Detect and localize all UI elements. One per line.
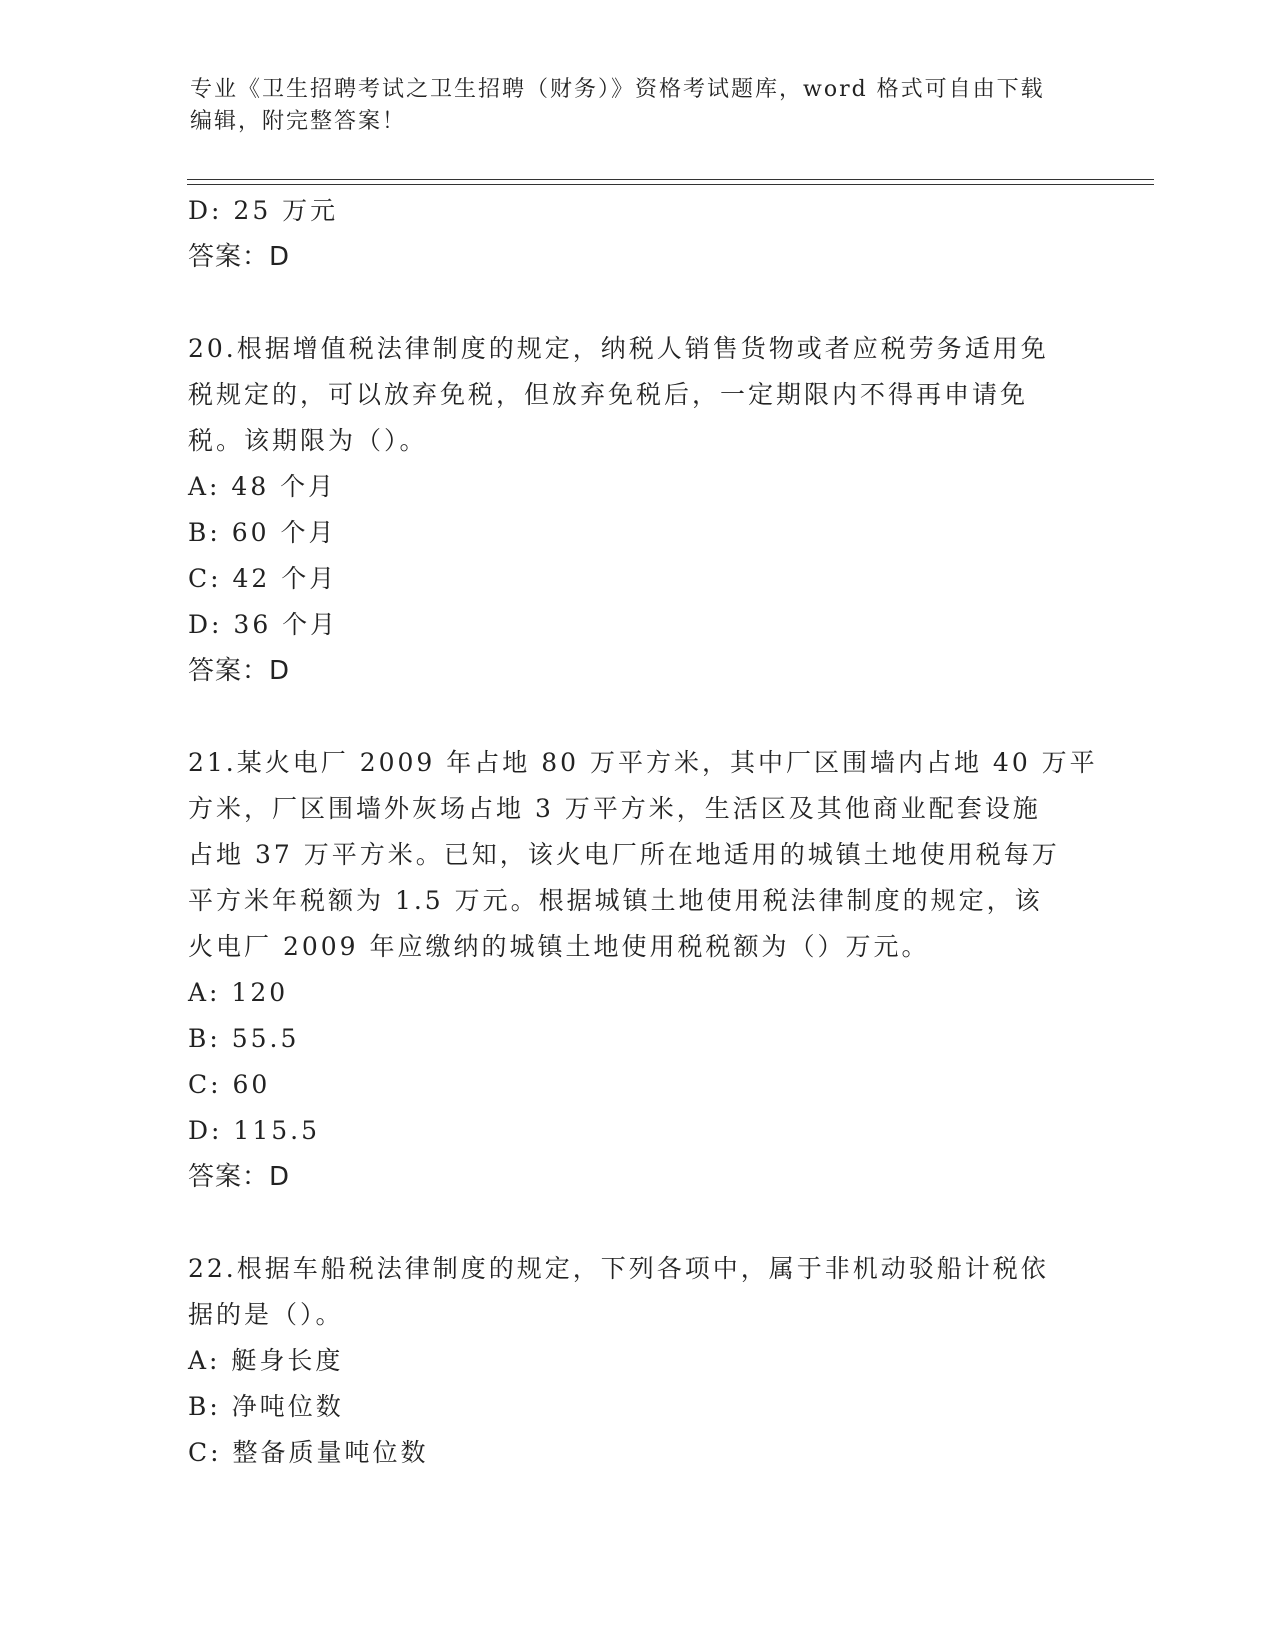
header-rule-top xyxy=(187,179,1154,180)
question-stem-line: 税规定的，可以放弃免税，但放弃免税后，一定期限内不得再申请免 xyxy=(188,380,1029,409)
header-line-2: 编辑，附完整答案！ xyxy=(190,109,407,134)
header-rule-bottom xyxy=(187,184,1154,185)
answer-line: 答案：D xyxy=(188,656,291,686)
answer-line: 答案：D xyxy=(188,1162,291,1192)
option-a: A: 艇身长度 xyxy=(188,1346,344,1375)
question-stem-line: 据的是（）。 xyxy=(188,1300,344,1329)
option-d: D: 36 个月 xyxy=(188,610,339,639)
question-stem-line: 方米，厂区围墙外灰场占地 3 万平方米，生活区及其他商业配套设施 xyxy=(188,794,1041,823)
option-a: A: 48 个月 xyxy=(188,472,337,501)
question-stem-line: 火电厂 2009 年应缴纳的城镇土地使用税税额为（）万元。 xyxy=(188,932,930,961)
spacer xyxy=(188,694,1088,740)
option-c: C: 整备质量吨位数 xyxy=(188,1438,429,1467)
question-list xyxy=(188,188,1098,1476)
spacer xyxy=(188,280,1088,326)
question-stem-line: 平方米年税额为 1.5 万元。根据城镇土地使用税法律制度的规定，该 xyxy=(188,886,1043,915)
option-c: C: 60 xyxy=(188,1070,271,1099)
option-d: D: 115.5 xyxy=(188,1116,320,1145)
spacer xyxy=(188,1200,1088,1246)
option-a: A: 120 xyxy=(188,978,289,1007)
option-b: B: 60 个月 xyxy=(188,518,337,547)
question-stem-line: 占地 37 万平方米。已知，该火电厂所在地适用的城镇土地使用税每万 xyxy=(188,840,1060,869)
question-stem-line: 22.根据车船税法律制度的规定，下列各项中，属于非机动驳船计税依 xyxy=(188,1254,1049,1283)
question-20 xyxy=(188,326,1088,694)
header-line-1: 专业《卫生招聘考试之卫生招聘（财务）》资格考试题库，word 格式可自由下载 xyxy=(190,77,1045,102)
document-header xyxy=(190,74,1070,138)
option-b: B: 净吨位数 xyxy=(188,1392,344,1421)
answer-line: 答案：D xyxy=(188,242,291,272)
question-stem-line: 税。该期限为（）。 xyxy=(188,426,428,455)
question-21 xyxy=(188,740,1098,1200)
question-22 xyxy=(188,1246,1088,1476)
question-stem-line: 20.根据增值税法律制度的规定，纳税人销售货物或者应税劳务适用免 xyxy=(188,334,1049,363)
option-d: D: 25 万元 xyxy=(188,196,339,225)
option-b: B: 55.5 xyxy=(188,1024,300,1053)
option-c: C: 42 个月 xyxy=(188,564,338,593)
question-stem-line: 21.某火电厂 2009 年占地 80 万平方米，其中厂区围墙内占地 40 万平 xyxy=(188,748,1098,777)
